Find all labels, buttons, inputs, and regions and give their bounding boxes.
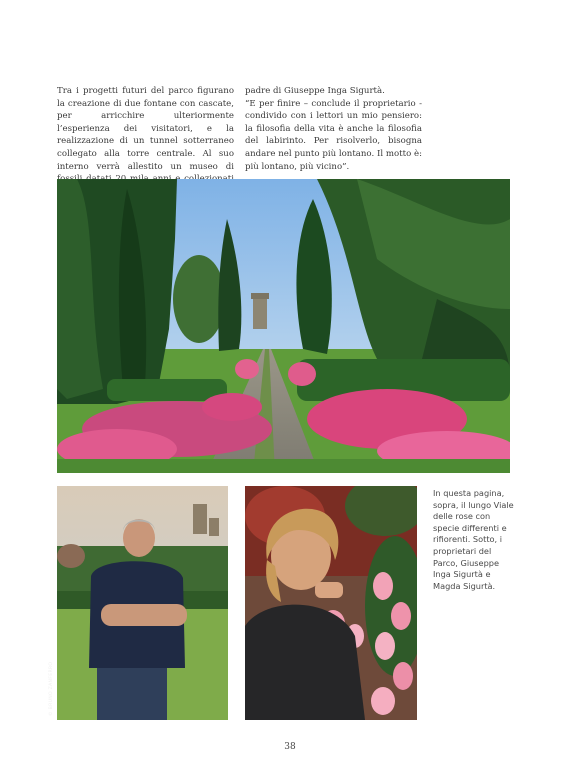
owner-magda-photo (245, 486, 417, 720)
photo-caption: In questa pagina, sopra, il lungo Viale delle rose con specie differenti e rifiorenti. Sotto, i proprietari del Parco, Giuseppe Inga Sigurtà e Magda Sigurtà. (433, 488, 514, 591)
photo-credit: © BRUNO ZANFERRO (49, 661, 54, 716)
article-paragraph: Tra i progetti futuri del parco figurano la creazione di due fontane con cascate, per arricchire ulteriormente l’esperienza dei visitatori, e la realizzazione di un tunnel sotterraneo collegato alla torre centrale. Al suo interno verrà allestito un museo di (57, 86, 234, 172)
article-column-right (245, 85, 422, 173)
rose-avenue-photo (57, 179, 510, 473)
article-quote: “E per finire – conclude il proprietario - condivido con i lettori un mio pensiero: la filosofia della vita è anche la filosofia del labirinto. Per risolverlo, bisogna andare nel punto più lontano. Il motto è: più lontano, più vicino”. (245, 98, 422, 172)
article-paragraph: padre di Giuseppe Inga Sigurtà. (245, 86, 385, 96)
page-number: 38 (284, 742, 296, 752)
owner-giuseppe-photo (57, 486, 228, 720)
